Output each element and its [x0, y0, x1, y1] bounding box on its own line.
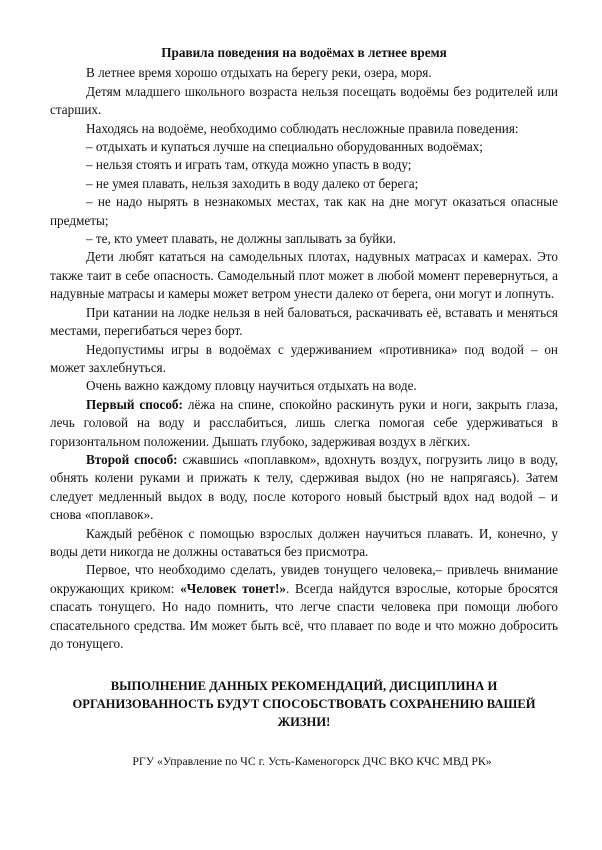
rule-item: – те, кто умеет плавать, не должны заплывать за буйки. — [86, 231, 397, 247]
rescue-text-start: Первое, что необходимо сделать, увидев тонущего человека,– привлечь внимание окружающих криком: — [50, 562, 558, 596]
rescue-shout: «Человек тонет!» — [180, 580, 286, 596]
rule-item: – нельзя стоять и играть там, откуда можно упасть в воду; — [86, 157, 412, 173]
paragraph-boat: При катании на лодке нельзя в ней баловаться, раскачивать её, вставать и меняться местами, перегибаться через борт. — [50, 304, 558, 339]
document-title: Правила поведения на водоёмах в летнее время — [161, 45, 447, 60]
method-one-label: Первый способ: — [86, 396, 183, 412]
paragraph-games: Недопустимы игры в водоёмах с удерживанием «противника» под водой – он может захлебнуться. — [50, 341, 558, 375]
rescue-text-end: . Всегда найдутся взрослые, которые бросятся спасать тонущего. Но надо помнить, что легче спасти человека при помощи любого спасательного средства. Им может быть всё, что плавает по воде и что можно добросить до тонущего. — [50, 580, 559, 651]
closing-statement: ВЫПОЛНЕНИЕ ДАННЫХ РЕКОМЕНДАЦИЙ, ДИСЦИПЛИНА И ОРГАНИЗОВАННОСТЬ БУДУТ СПОСОБСТВОВАТЬ СОХРАНЕНИЮ ВАШЕЙ ЖИЗНИ! — [72, 679, 536, 730]
method-two-text: сжавшись «поплавком», вдохнуть воздух, погрузить лицо в воду, обнять колени руками и прижать к телу, сдерживая выдох (но не напрягаясь). Затем следует медленный выдох в воду, после которого новый быстрый вдох над водой – и снова «поплавок». — [50, 451, 558, 523]
paragraph-rafts: Дети любят кататься на самодельных плотах, надувных матрасах и камерах. Это также таит в себе опасность. Самодельный плот может в любой момент перевернуться, а надувные матрасы и камеры может ветром унести далеко от берега, они могут и лопнуть. — [50, 249, 558, 302]
paragraph-method-two — [50, 451, 558, 525]
rule-item: – не умея плавать, нельзя заходить в воду далеко от берега; — [86, 175, 419, 191]
paragraph-rescue — [50, 561, 558, 653]
method-one-text: лёжа на спине, спокойно раскинуть руки и ноги, закрыть глаза, лечь головой на воду и расслабиться, лишь слегка помогая себе удерживаться в горизонтальном положении. Дышать глубоко, задерживая воздух в лёгких. — [50, 396, 558, 449]
paragraph-rest-on-water: Очень важно каждому пловцу научиться отдыхать на воде. — [86, 378, 417, 394]
paragraph-rules-intro: Находясь на водоёме, необходимо соблюдать несложные правила поведения: — [86, 120, 519, 136]
rule-item: – отдыхать и купаться лучше на специально оборудованных водоёмах; — [86, 139, 483, 155]
paragraph-children-warning: Детям младшего школьного возраста нельзя посещать водоёмы без родителей или старших. — [50, 83, 558, 118]
footer-organization: РГУ «Управление по ЧС г. Усть-Каменогорск ДЧС ВКО КЧС МВД РК» — [132, 754, 492, 769]
paragraph-method-one — [50, 396, 558, 451]
rule-item: – не надо нырять в незнакомых местах, так как на дне могут оказаться опасные предметы; — [50, 194, 558, 228]
method-two-label: Второй способ: — [86, 451, 178, 467]
paragraph-learn-swim: Каждый ребёнок с помощью взрослых должен научиться плавать. И, конечно, у воды дети никогда не должны оставаться без присмотра. — [50, 525, 558, 559]
paragraph-intro: В летнее время хорошо отдыхать на берегу реки, озера, моря. — [86, 65, 432, 81]
